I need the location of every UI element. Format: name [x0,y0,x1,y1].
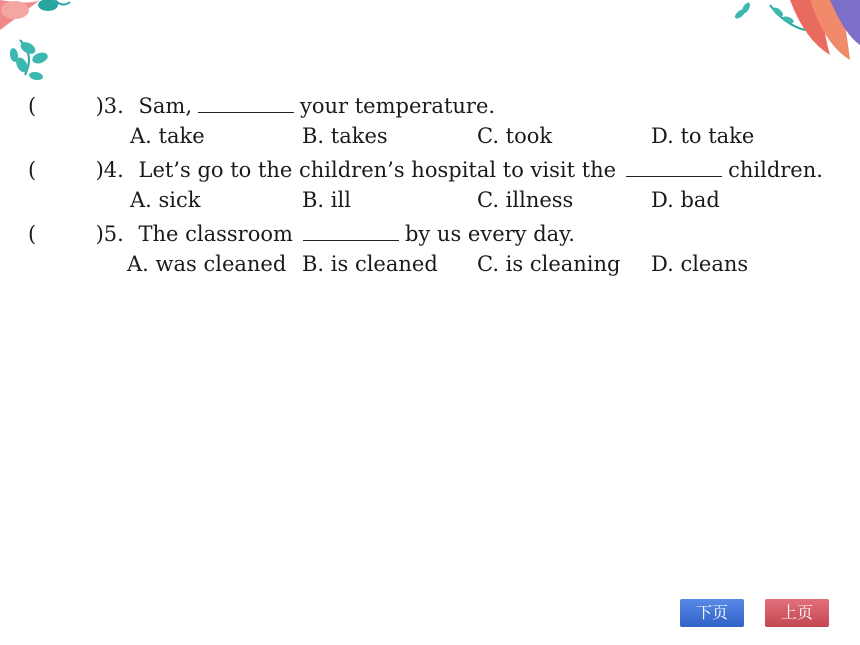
floral-decoration-top-left [0,0,80,95]
option-c: C. is cleaning [477,252,621,276]
answer-paren: ( [28,94,37,118]
option-a: A. was cleaned [127,252,287,276]
option-a: A. sick [130,188,201,212]
answer-blank [626,156,722,177]
answer-paren: ( [28,158,37,182]
option-b: B. ill [302,188,351,212]
floral-decoration-top-right [730,0,860,70]
option-b: B. is cleaned [302,252,438,276]
question-5 [28,220,575,246]
option-d: D. to take [651,124,755,148]
previous-page-button[interactable]: 上页 [765,599,829,627]
question-stem-after: by us every day. [404,222,575,246]
option-d: D. bad [651,188,720,212]
question-4 [28,156,823,182]
question-3 [28,92,495,118]
next-page-button[interactable]: 下页 [680,599,744,627]
option-d: D. cleans [651,252,749,276]
question-number: )3. [95,94,124,118]
question-stem-before: The classroom [138,222,293,246]
option-a: A. take [130,124,205,148]
answer-blank [303,220,399,241]
question-stem-after: your temperature. [300,94,496,118]
answer-paren: ( [28,222,37,246]
answer-blank [198,92,294,113]
option-b: B. takes [302,124,388,148]
question-number: )4. [95,158,124,182]
option-c: C. took [477,124,553,148]
question-stem-before: Let’s go to the children’s hospital to visit the [138,158,617,182]
question-number: )5. [95,222,124,246]
question-stem-after: children. [728,158,823,182]
question-stem-before: Sam, [138,94,192,118]
option-c: C. illness [477,188,574,212]
